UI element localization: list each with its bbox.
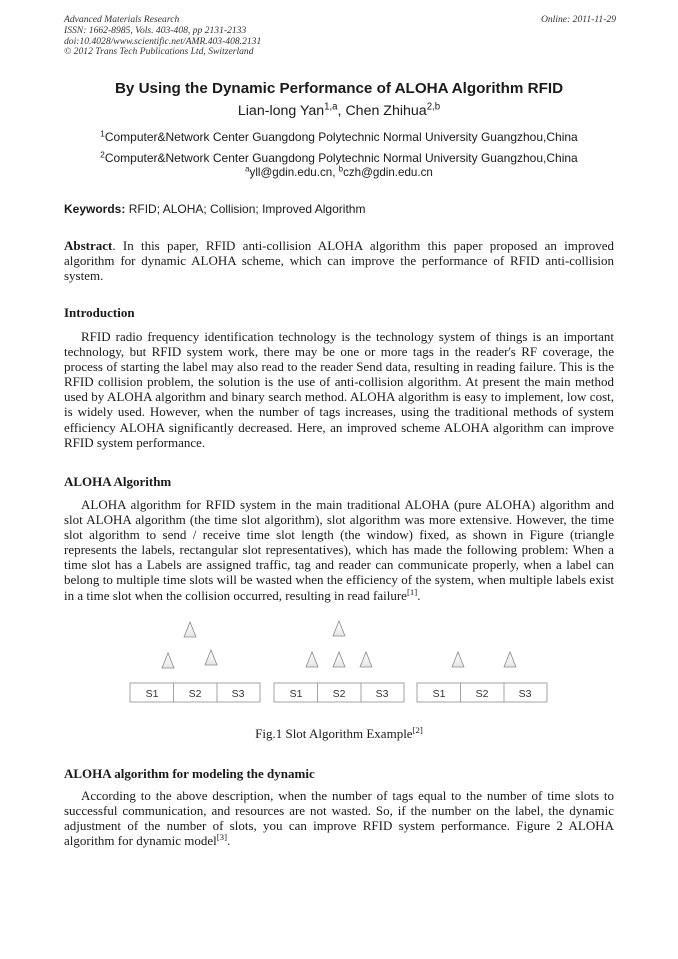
tag-triangle bbox=[360, 652, 372, 667]
tag-triangle bbox=[184, 622, 196, 637]
abstract-text: . In this paper, RFID anti-collision ALOHA algorithm this paper proposed an improved algorithm for dynamic ALOHA scheme, which can improve the performance of RFID anti-collision system. bbox=[64, 238, 614, 284]
author-emails bbox=[0, 166, 678, 179]
online-date: Online: 2011-11-29 bbox=[540, 14, 616, 25]
modeling-text: According to the above description, when the number of tags equal to the number of time slots to successful communication, and resources are not wasted. So, if the number on the label, the dynamic adjustment of the number of slots, you can improve RFID system performance. Figure 2 ALOHA algorithm for dynamic model bbox=[64, 788, 614, 849]
aloha-end: . bbox=[417, 587, 421, 603]
affiliation-2-marker: 2 bbox=[100, 150, 105, 160]
doi-line: doi:10.4028/www.scientific.net/AMR.403-408.2131 bbox=[64, 35, 262, 47]
modeling-paragraph bbox=[64, 788, 614, 848]
slot-label: S2 bbox=[475, 688, 489, 700]
modeling-end: . bbox=[227, 833, 231, 849]
modeling-heading: ALOHA algorithm for modeling the dynamic bbox=[64, 766, 315, 781]
slot-group-1 bbox=[130, 683, 260, 702]
copyright-line: © 2012 Trans Tech Publications Ltd, Switzerland bbox=[64, 46, 254, 58]
affiliation-2 bbox=[0, 151, 678, 165]
tag-triangle bbox=[504, 652, 516, 667]
journal-name: Advanced Materials Research bbox=[64, 14, 180, 25]
keywords-text: RFID; ALOHA; Collision; Improved Algorithm bbox=[125, 202, 366, 216]
slot-label: S2 bbox=[188, 688, 202, 700]
author-separator: , bbox=[337, 103, 346, 119]
figure-caption bbox=[0, 726, 678, 742]
email-b: czh@gdin.edu.cn bbox=[343, 166, 433, 179]
author-1: Lian-long Yan bbox=[237, 103, 325, 119]
paper-title: By Using the Dynamic Performance of ALOHA Algorithm RFID bbox=[114, 80, 564, 97]
author-1-affil: 1,a bbox=[324, 101, 338, 113]
slot-label: S2 bbox=[332, 688, 346, 700]
tag-triangle bbox=[205, 650, 217, 665]
aloha-text: ALOHA algorithm for RFID system in the main traditional ALOHA (pure ALOHA) algorithm and slot ALOHA algorithm (the time slot algorithm), slot algorithm was more extensive. However, the time slot algorithm to send / receive time slot length (the window) fixed, as shown in Figure (triangle represents the labels, rectangular slot representatives), which has made the following problem: When a time slot has a Labels are assigned traffic, tag and reader can communicate properly, when a label can belong to multiple time slots will be wasted when the efficiency of the system, when multiple labels exist in a time slot when the collision occurred, resulting in read failure bbox=[64, 497, 614, 603]
affiliation-1 bbox=[0, 130, 678, 144]
tag-triangle bbox=[333, 652, 345, 667]
slot-group-3 bbox=[417, 683, 547, 702]
journal-header bbox=[64, 15, 616, 58]
author-2: Chen Zhihua bbox=[345, 103, 427, 119]
tag-triangle bbox=[306, 652, 318, 667]
figure-caption-text: Fig.1 Slot Algorithm Example bbox=[255, 726, 413, 741]
slot-label: S3 bbox=[375, 688, 389, 700]
tag-triangle bbox=[452, 652, 464, 667]
keywords bbox=[64, 202, 365, 216]
affiliation-2-text: Computer&Network Center Guangdong Polytechnic Normal University Guangzhou,China bbox=[104, 151, 578, 165]
slot-label: S3 bbox=[231, 688, 245, 700]
aloha-cite: [1] bbox=[406, 586, 418, 597]
introduction-paragraph: RFID radio frequency identification technology is the technology system of things is an important technology, but RFID system work, there may be one or more tags in the reader's RF coverage, the process of starting the label may also read to the reader Send data, resulting in reading failure. This is the RFID collision problem, the solution is the use of anti-collision algorithm. At present the main method used by ALOHA algorithm and binary search method. ALOHA algorithm is easy to implement, low cost, is widely used. However, when the number of tags increases, using the traditional methods of system efficiency ALOHA significantly decreased. Here, an improved scheme ALOHA algorithm can improve RFID system performance. bbox=[64, 329, 614, 450]
slot-label: S3 bbox=[518, 688, 532, 700]
author-2-affil: 2,b bbox=[426, 101, 441, 113]
slot-algorithm-figure bbox=[128, 620, 548, 706]
issn-line: ISSN: 1662-8985, Vols. 403-408, pp 2131-2133 bbox=[64, 24, 247, 36]
slot-label: S1 bbox=[432, 688, 446, 700]
email-a-marker: a bbox=[245, 164, 250, 174]
author-line bbox=[0, 103, 678, 119]
abstract bbox=[64, 238, 614, 283]
aloha-heading: ALOHA Algorithm bbox=[64, 474, 172, 489]
tag-triangle bbox=[162, 653, 174, 668]
email-a: yll@gdin.edu.cn, bbox=[249, 166, 339, 179]
slot-label: S1 bbox=[145, 688, 159, 700]
introduction-heading: Introduction bbox=[64, 305, 135, 320]
aloha-paragraph bbox=[64, 497, 614, 603]
affiliation-1-marker: 1 bbox=[100, 129, 105, 139]
abstract-label: Abstract bbox=[64, 238, 113, 253]
slot-label: S1 bbox=[289, 688, 303, 700]
modeling-cite: [3] bbox=[216, 832, 228, 843]
affiliation-1-text: Computer&Network Center Guangdong Polytechnic Normal University Guangzhou,China bbox=[104, 130, 578, 144]
slot-group-2 bbox=[274, 683, 404, 702]
tag-triangle bbox=[333, 621, 345, 636]
email-b-marker: b bbox=[338, 164, 344, 174]
keywords-label: Keywords: bbox=[64, 202, 126, 216]
figure-caption-cite: [2] bbox=[412, 725, 423, 736]
